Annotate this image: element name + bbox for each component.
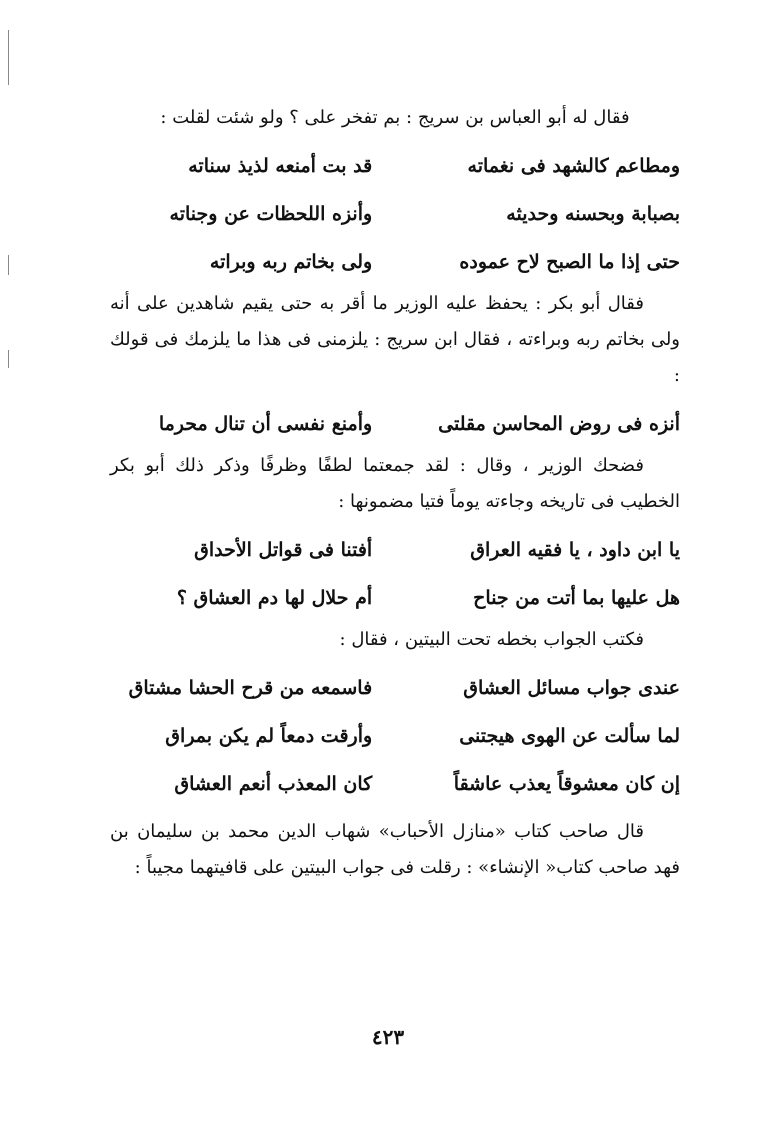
hemistich: وأمنع نفسى أن تنال محرما [158,413,373,435]
hemistich: بصبابة وبحسنه وحديثه [506,203,680,225]
paragraph-4: فكتب الجواب بخطه تحت البيتين ، فقال : [339,629,644,650]
paragraph-5: قال صاحب كتاب «منازل الأحباب» شهاب الدين محمد بن سليمان بن فهد صاحب كتاب« الإنشاء» : رقلت فى جواب البيتين على قافيتهما مجيباً : [110,821,680,878]
verse-line [110,760,680,808]
verse-line [110,238,680,286]
page-body [110,100,680,886]
verse-line [110,400,680,448]
hemistich: هل عليها بما أتت من جناح [473,587,680,609]
paragraph-3: فضحك الوزير ، وقال : لقد جمعتما لطفًا وظرفًا وذكر ذلك أبو بكر الخطيب فى تاريخه وجاءته يوماً فتيا مضمونها : [110,455,680,512]
verse-line [110,190,680,238]
hemistich: أنزه فى روض المحاسن مقلتى [438,413,680,435]
poem-3 [110,526,680,622]
hemistich: حتى إذا ما الصبح لاح عموده [459,251,680,273]
verse-line [110,574,680,622]
scan-edge-mark [8,350,9,368]
verse-line [110,526,680,574]
hemistich: وأنزه اللحظات عن وجناته [169,203,373,225]
verse-line [110,142,680,190]
paragraph-1: فقال له أبو العباس بن سريج : بم تفخر على ؟ ولو شئت لقلت : [160,107,630,128]
hemistich: لما سألت عن الهوى هيجتنى [459,725,680,747]
hemistich: أفتنا فى قواتل الأحداق [194,539,373,561]
scan-edge-mark [8,255,9,275]
hemistich: فاسمعه من قرح الحشا مشتاق [128,677,373,699]
hemistich: كان المعذب أنعم العشاق [174,773,373,795]
poem-2 [110,400,680,448]
hemistich: ومطاعم كالشهد فى نغماته [467,155,680,177]
paragraph-2: فقال أبو بكر : يحفظ عليه الوزير ما أقر به حتى يقيم شاهدين على أنه ولى بخاتم ربه وبراءته ، فقال ابن سريج : يلزمنى فى هذا ما يلزمك فى قولك : [110,293,680,386]
hemistich: إن كان معشوقاً يعذب عاشقاً [453,773,680,795]
hemistich: يا ابن داود ، يا فقيه العراق [470,539,680,561]
hemistich: عندى جواب مسائل العشاق [463,677,680,699]
hemistich: ولى بخاتم ربه وبراته [209,251,373,273]
hemistich: قد بت أمنعه لذيذ سناته [188,155,373,177]
verse-line [110,664,680,712]
page-number: ٤٢٣ [371,1025,405,1049]
verse-line [110,712,680,760]
hemistich: وأرقت دمعاً لم يكن بمراق [165,725,373,747]
scan-edge-mark [8,30,9,85]
hemistich: أم حلال لها دم العشاق ؟ [176,587,373,609]
poem-4 [110,664,680,808]
poem-1 [110,142,680,286]
